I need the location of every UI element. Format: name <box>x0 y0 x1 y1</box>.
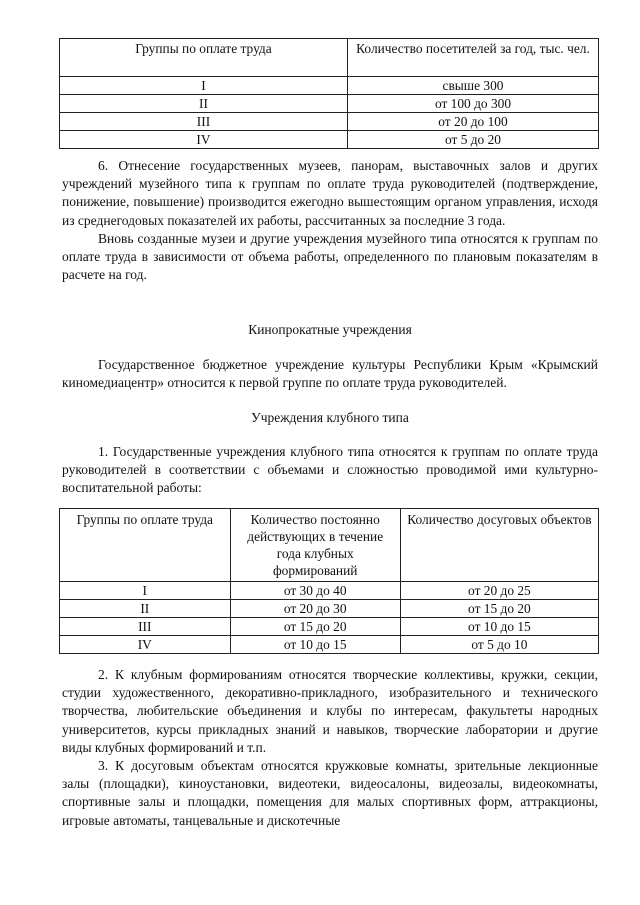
table-header-row <box>60 39 599 77</box>
table-cell: II <box>60 95 348 113</box>
table-row <box>60 618 599 636</box>
table-cell: IV <box>60 636 231 654</box>
table-cell: от 10 до 15 <box>230 636 400 654</box>
table-header-cell: Количество постоянно действующих в течение года клубных формирований <box>230 509 400 582</box>
table-row <box>60 113 599 131</box>
table-header-cell: Группы по оплате труда <box>60 509 231 582</box>
table-cell: свыше 300 <box>347 77 598 95</box>
table-row <box>60 95 599 113</box>
heading-cinema: Кинопрокатные учреждения <box>248 322 412 337</box>
table-cell: от 30 до 40 <box>230 582 400 600</box>
table-cell: I <box>60 77 348 95</box>
table-header-cell: Количество посетителей за год, тыс. чел. <box>347 39 598 77</box>
table-cell: от 5 до 20 <box>347 131 598 149</box>
table-header-cell: Группы по оплате труда <box>60 39 348 77</box>
table-cell: от 15 до 20 <box>230 618 400 636</box>
heading-club: Учреждения клубного типа <box>251 410 409 425</box>
table-header-row <box>60 509 599 582</box>
table-cell: от 15 до 20 <box>400 600 598 618</box>
paragraph-club-3: 3. К досуговым объектам относятся кружковые комнаты, зрительные лекционные залы (площадки), киноустановки, видеотеки, видеосалоны, видеозалы, видеокомнаты, спортивные залы и площадки, помещения для малых спортивных форм, аттракционы, игровые автоматы, танцевальные и дискотечные <box>62 758 598 828</box>
table-row <box>60 77 599 95</box>
paragraph-6: 6. Отнесение государственных музеев, панорам, выставочных залов и других учреждений музейного типа к группам по оплате труда руководителей (подтверждение, понижение, повышение) производится ежегодно вышестоящим органом управления, исходя из среднегодовых показателей их работы, рассчитанных за последние 3 года. <box>62 158 598 228</box>
table-row <box>60 636 599 654</box>
museum-paragraphs <box>62 157 598 284</box>
club-groups-table <box>59 508 599 654</box>
club-paragraph-block <box>62 443 598 498</box>
table-cell: от 20 до 100 <box>347 113 598 131</box>
table-cell: II <box>60 600 231 618</box>
table-header-cell: Количество досуговых объектов <box>400 509 598 582</box>
club-paragraphs <box>62 666 598 830</box>
table-cell: III <box>60 113 348 131</box>
museum-groups-table <box>59 38 599 149</box>
table-cell: от 100 до 300 <box>347 95 598 113</box>
table-cell: IV <box>60 131 348 149</box>
table-cell: от 10 до 15 <box>400 618 598 636</box>
cinema-paragraph-block <box>62 356 598 392</box>
table-cell: III <box>60 618 231 636</box>
paragraph-club-1: 1. Государственные учреждения клубного типа относятся к группам по оплате труда руководителей в соответствии с объемами и сложностью проводимой ими культурно-воспитательной работы: <box>62 444 598 496</box>
paragraph-club-2: 2. К клубным формированиям относятся творческие коллективы, кружки, секции, студии художественного, декоративно-прикладного, изобразительного и технического творчества, любительские объединения и клубы по интересам, факультеты народных университетов, курсы прикладных знаний и навыков, творческие лаборатории и другие виды клубных формирований и т.п. <box>62 667 598 755</box>
table-cell: от 20 до 30 <box>230 600 400 618</box>
table-cell: от 20 до 25 <box>400 582 598 600</box>
table-row <box>60 131 599 149</box>
paragraph-cinema: Государственное бюджетное учреждение культуры Республики Крым «Крымский киномедиацентр» относится к первой группе по оплате труда руководителей. <box>62 357 598 391</box>
table-row <box>60 600 599 618</box>
paragraph-new-museums: Вновь созданные музеи и другие учреждения музейного типа относятся к группам по оплате труда в зависимости от объема работы, определенного по плановым показателям в расчете на год. <box>62 230 598 283</box>
table-row <box>60 582 599 600</box>
table-cell: I <box>60 582 231 600</box>
table-cell: от 5 до 10 <box>400 636 598 654</box>
